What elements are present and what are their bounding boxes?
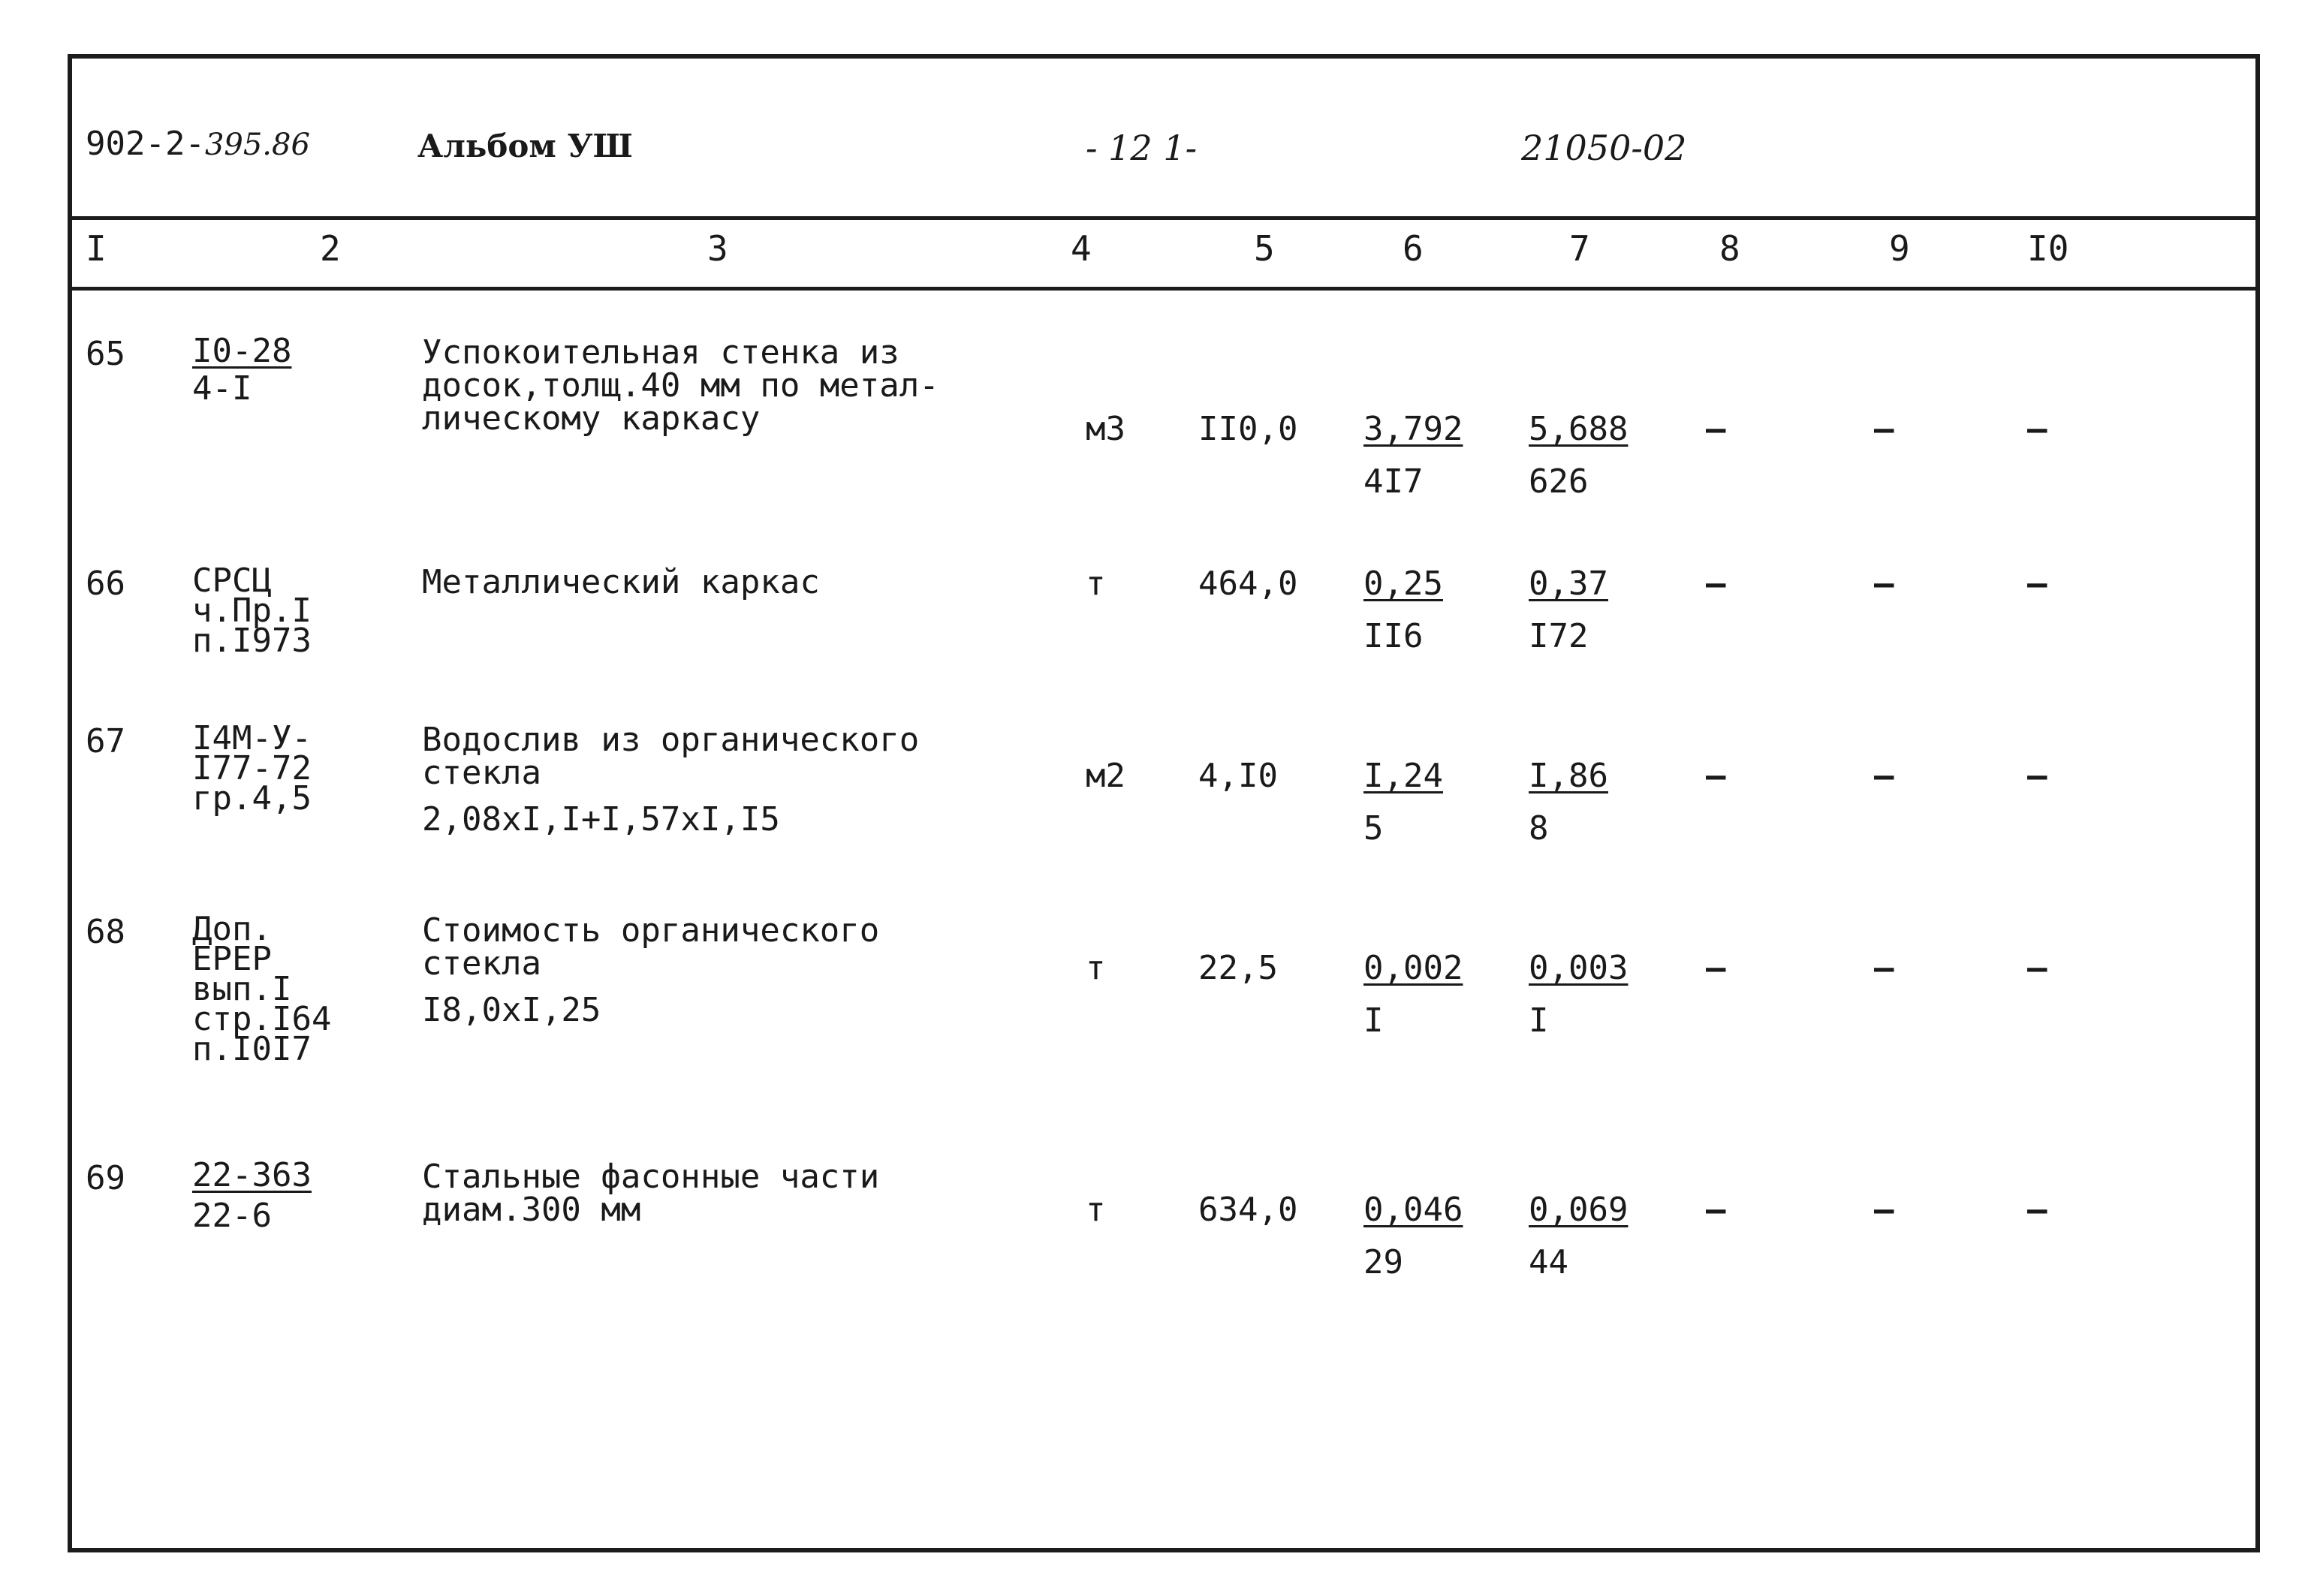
item-description bbox=[422, 721, 920, 839]
column-header-10: I0 bbox=[2027, 228, 2069, 269]
description-line: досок,толщ.40 мм по метал- bbox=[422, 366, 939, 405]
project-code bbox=[86, 125, 310, 163]
item-description bbox=[422, 563, 820, 601]
column-6-top: 3,792 bbox=[1363, 410, 1463, 448]
column-7-value bbox=[1529, 950, 1628, 1039]
row-number: 67 bbox=[86, 722, 125, 760]
norm-code-line: п.I973 bbox=[192, 622, 312, 660]
unit: т bbox=[1086, 949, 1106, 987]
quantity: 634,0 bbox=[1198, 1191, 1298, 1229]
row-number: 65 bbox=[86, 335, 125, 373]
column-8-dash: – bbox=[1706, 757, 1726, 795]
norm-code bbox=[192, 910, 332, 1068]
header-rule-top bbox=[72, 216, 2255, 220]
column-header-2: 2 bbox=[320, 228, 341, 269]
column-10-dash: – bbox=[2027, 757, 2047, 795]
column-8-dash: – bbox=[1706, 410, 1726, 448]
column-6-value bbox=[1363, 566, 1443, 655]
column-header-9: 9 bbox=[1889, 228, 1910, 269]
description-line: Стоимость органического bbox=[422, 911, 880, 950]
description-formula: I8,0xI,25 bbox=[422, 991, 601, 1029]
column-header-8: 8 bbox=[1719, 228, 1740, 269]
column-7-bottom: 44 bbox=[1529, 1243, 1568, 1281]
description-formula: 2,08xI,I+I,57xI,I5 bbox=[422, 800, 780, 839]
row-number: 68 bbox=[86, 913, 125, 951]
column-6-value bbox=[1363, 1192, 1463, 1281]
description-line: стекла bbox=[422, 754, 541, 792]
column-6-top: I,24 bbox=[1363, 757, 1443, 795]
norm-code-line: СРСЦ bbox=[192, 562, 272, 600]
item-description bbox=[422, 333, 939, 438]
item-description bbox=[422, 1158, 880, 1229]
column-7-top: 5,688 bbox=[1529, 410, 1629, 448]
album-title: Альбом УШ bbox=[417, 128, 633, 164]
column-9-dash: – bbox=[1874, 949, 1894, 987]
column-header-3: 3 bbox=[707, 228, 728, 269]
unit: м3 bbox=[1086, 410, 1125, 448]
column-7-value bbox=[1529, 758, 1608, 847]
norm-code-line: Доп. bbox=[192, 910, 272, 948]
column-10-dash: – bbox=[2027, 1191, 2047, 1229]
project-code-handwritten: 395.86 bbox=[204, 128, 310, 162]
quantity: 464,0 bbox=[1198, 565, 1298, 603]
norm-code bbox=[192, 719, 312, 818]
column-header-7: 7 bbox=[1569, 228, 1590, 269]
norm-code-line: ЕРЕР bbox=[192, 940, 272, 978]
description-line: Стальные фасонные части bbox=[422, 1158, 880, 1196]
column-8-dash: – bbox=[1706, 949, 1726, 987]
norm-code bbox=[192, 562, 312, 660]
norm-code-line: ч.Пр.I bbox=[192, 592, 312, 630]
description-line: лическому каркасу bbox=[422, 399, 761, 438]
quantity: II0,0 bbox=[1198, 410, 1298, 448]
unit: м2 bbox=[1086, 757, 1125, 795]
norm-code-line: 22-6 bbox=[192, 1197, 272, 1235]
column-7-top: I,86 bbox=[1529, 757, 1608, 795]
column-6-top: 0,002 bbox=[1363, 949, 1463, 987]
column-7-top: 0,069 bbox=[1529, 1191, 1629, 1229]
header-rule-bottom bbox=[72, 287, 2255, 291]
column-header-1: I bbox=[86, 228, 107, 269]
norm-code-line: I4М-У- bbox=[192, 719, 312, 757]
column-9-dash: – bbox=[1874, 565, 1894, 603]
norm-code-line: гр.4,5 bbox=[192, 779, 312, 818]
column-9-dash: – bbox=[1874, 410, 1894, 448]
column-7-bottom: I72 bbox=[1529, 617, 1589, 655]
unit: т bbox=[1086, 565, 1106, 603]
column-7-bottom: I bbox=[1529, 1001, 1549, 1040]
column-6-value bbox=[1363, 758, 1443, 847]
sheet-header bbox=[72, 59, 2255, 216]
quantity: 4,I0 bbox=[1198, 757, 1278, 795]
column-6-bottom: I bbox=[1363, 1001, 1384, 1040]
column-7-bottom: 8 bbox=[1529, 809, 1549, 848]
column-9-dash: – bbox=[1874, 1191, 1894, 1229]
document-frame bbox=[68, 54, 2260, 1552]
norm-code-top: I0-28 bbox=[192, 332, 292, 370]
column-header-6: 6 bbox=[1403, 228, 1424, 269]
description-line: стекла bbox=[422, 944, 541, 983]
column-7-value bbox=[1529, 1192, 1628, 1281]
column-7-value bbox=[1529, 566, 1608, 655]
column-10-dash: – bbox=[2027, 410, 2047, 448]
row-number: 66 bbox=[86, 565, 125, 603]
document-number: 21050-02 bbox=[1521, 128, 1687, 168]
column-6-value bbox=[1363, 950, 1463, 1039]
description-line: диам.300 мм bbox=[422, 1191, 641, 1229]
column-7-top: 0,003 bbox=[1529, 949, 1629, 987]
column-6-top: 0,25 bbox=[1363, 565, 1443, 603]
norm-code bbox=[192, 332, 292, 408]
column-7-value bbox=[1529, 411, 1628, 500]
column-9-dash: – bbox=[1874, 757, 1894, 795]
column-7-bottom: 626 bbox=[1529, 462, 1589, 501]
column-8-dash: – bbox=[1706, 565, 1726, 603]
column-header-4: 4 bbox=[1071, 228, 1092, 269]
norm-code-line: стр.I64 bbox=[192, 1000, 332, 1038]
column-6-bottom: II6 bbox=[1363, 617, 1424, 655]
norm-code bbox=[192, 1156, 312, 1235]
norm-code-top: 22-363 bbox=[192, 1156, 312, 1194]
norm-code-line: вып.I bbox=[192, 970, 292, 1008]
column-6-bottom: 5 bbox=[1363, 809, 1384, 848]
column-10-dash: – bbox=[2027, 565, 2047, 603]
description-line: Водослив из органического bbox=[422, 721, 920, 759]
column-6-value bbox=[1363, 411, 1463, 500]
project-code-printed: 902-2- bbox=[86, 125, 205, 163]
column-10-dash: – bbox=[2027, 949, 2047, 987]
norm-code-line: п.I0I7 bbox=[192, 1030, 312, 1068]
quantity: 22,5 bbox=[1198, 949, 1278, 987]
column-8-dash: – bbox=[1706, 1191, 1726, 1229]
unit: т bbox=[1086, 1191, 1106, 1229]
norm-code-line: 4-I bbox=[192, 369, 252, 408]
page-number: - 12 1- bbox=[1086, 128, 1198, 168]
column-6-top: 0,046 bbox=[1363, 1191, 1463, 1229]
column-7-top: 0,37 bbox=[1529, 565, 1608, 603]
description-line: Успокоительная стенка из bbox=[422, 333, 899, 372]
description-line: Металлический каркас bbox=[422, 563, 820, 601]
column-6-bottom: 29 bbox=[1363, 1243, 1403, 1281]
norm-code-line: I77-72 bbox=[192, 749, 312, 787]
column-6-bottom: 4I7 bbox=[1363, 462, 1424, 501]
item-description bbox=[422, 911, 880, 1029]
column-header-5: 5 bbox=[1254, 228, 1275, 269]
row-number: 69 bbox=[86, 1159, 125, 1197]
